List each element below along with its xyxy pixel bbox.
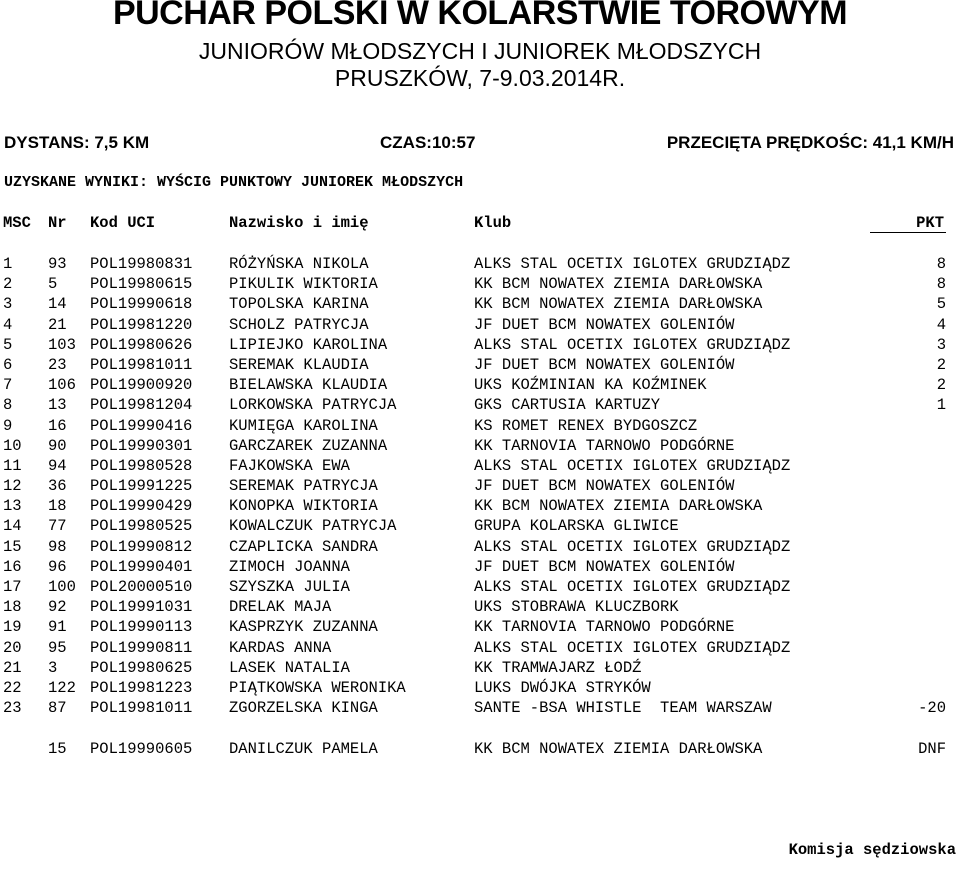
cell-msc: 16 [3,557,22,576]
cell-uci: POL19980528 [90,456,193,475]
cell-msc: 12 [3,477,22,496]
cell-msc: 11 [3,456,22,475]
cell-uci: POL19990401 [90,557,193,576]
results-table [0,255,960,719]
cell-msc: 8 [3,396,13,415]
cell-uci: POL19990301 [90,436,193,455]
cell-nr: 122 [48,678,76,697]
cell-name: KARDAS ANNA [229,638,332,657]
table-row [0,618,960,638]
page-subtitle: JUNIORÓW MŁODSZYCH I JUNIOREK MŁODSZYCH [198,38,762,64]
cell-nr: 21 [48,315,67,334]
cell-nr: 5 [48,275,58,294]
cell-uci: POL19981220 [90,315,193,334]
table-row [0,396,960,416]
cell-msc: 1 [3,255,13,273]
cell-name: TOPOLSKA KARINA [229,295,369,314]
cell-club: UKS STOBRAWA KLUCZBORK [474,598,679,617]
column-header-pkt: PKT [916,214,944,232]
cell-name: ZIMOCH JOANNA [229,557,350,576]
cell-uci: POL19981223 [90,678,193,697]
cell-club: LUKS DWÓJKA STRYKÓW [474,678,651,697]
cell-uci: POL19991225 [90,477,193,496]
cell-club: GRUPA KOLARSKA GLIWICE [474,517,679,536]
judges-signature-label: Komisja sędziowska [788,841,956,859]
cell-uci: POL19900920 [90,376,193,395]
column-header-name: Nazwisko i imię [229,214,369,232]
cell-nr: 3 [48,658,58,677]
table-row [0,659,960,679]
cell-club: ALKS STAL OCETIX IGLOTEX GRUDZIĄDZ [474,255,791,273]
cell-nr: 36 [48,477,67,496]
cell-nr: 98 [48,537,67,556]
cell-msc: 15 [3,537,22,556]
cell-nr: 16 [48,416,67,435]
cell-name: KUMIĘGA KAROLINA [229,416,378,435]
cell-msc: 22 [3,678,22,697]
table-row [0,558,960,578]
cell-uci: POL19991031 [90,598,193,617]
table-row [0,275,960,295]
cell-club: UKS KOŹMINIAN KA KOŹMINEK [474,376,707,395]
cell-club: KK TRAMWAJARZ ŁODŹ [474,658,642,677]
cell-name: PIĄTKOWSKA WERONIKA [229,678,406,697]
cell-nr: 77 [48,517,67,536]
cell-nr: 103 [48,335,76,354]
cell-club: JF DUET BCM NOWATEX GOLENIÓW [474,315,735,334]
table-row [0,538,960,558]
table-row [0,699,960,719]
cell-club: JF DUET BCM NOWATEX GOLENIÓW [474,557,735,576]
cell-name: PIKULIK WIKTORIA [229,275,378,294]
cell-msc: 6 [3,355,13,374]
cell-msc: 20 [3,638,22,657]
cell-club: KK BCM NOWATEX ZIEMIA DARŁOWSKA [474,497,763,516]
cell-name: SEREMAK KLAUDIA [229,355,369,374]
cell-pkt: 5 [936,295,946,314]
cell-name: SZYSZKA JULIA [229,578,350,596]
table-row [0,477,960,497]
cell-pkt: -20 [918,699,946,718]
cell-nr: 15 [48,740,67,758]
cell-name: KONOPKA WIKTORIA [229,497,378,516]
results-title: UZYSKANE WYNIKI: WYŚCIG PUNKTOWY JUNIOREK MŁODSZYCH [4,174,464,191]
cell-pkt: 8 [936,275,946,294]
race-time: CZAS:10:57 [380,133,476,152]
cell-msc: 17 [3,578,22,596]
column-header-msc: MSC [3,214,31,232]
table-row [0,457,960,477]
cell-nr: 13 [48,396,67,415]
column-header-uci: Kod UCI [90,214,156,232]
cell-club: ALKS STAL OCETIX IGLOTEX GRUDZIĄDZ [474,578,791,596]
cell-nr: 18 [48,497,67,516]
cell-name: SEREMAK PATRYCJA [229,477,378,496]
cell-pkt: 4 [936,315,946,334]
cell-name: CZAPLICKA SANDRA [229,537,378,556]
cell-name: ZGORZELSKA KINGA [229,699,378,718]
table-row [0,356,960,376]
page-title: PUCHAR POLSKI W KOLARSTWIE TOROWYM [112,0,848,32]
cell-club: SANTE -BSA WHISTLE TEAM WARSZAW [474,699,772,718]
table-row [0,517,960,537]
cell-msc: 5 [3,335,13,354]
cell-club: ALKS STAL OCETIX IGLOTEX GRUDZIĄDZ [474,456,791,475]
table-row [0,598,960,618]
cell-name: LIPIEJKO KAROLINA [229,335,388,354]
cell-nr: 91 [48,618,67,637]
cell-name: KASPRZYK ZUZANNA [229,618,378,637]
cell-msc: 18 [3,598,22,617]
cell-uci: POL19980525 [90,517,193,536]
cell-nr: 94 [48,456,67,475]
table-row [0,255,960,275]
cell-nr: 93 [48,255,67,273]
cell-msc: 19 [3,618,22,637]
cell-club: KK BCM NOWATEX ZIEMIA DARŁOWSKA [474,295,763,314]
cell-uci: POL19990618 [90,295,193,314]
race-average-speed: PRZECIĘTA PRĘDKOŚC: 41,1 KM/H [666,133,954,152]
table-row [0,679,960,699]
cell-name: GARCZAREK ZUZANNA [229,436,388,455]
cell-pkt: DNF [918,740,946,758]
column-header-club: Klub [474,214,512,232]
cell-nr: 106 [48,376,76,395]
cell-pkt: 8 [936,255,946,273]
pkt-underline [870,232,946,233]
cell-nr: 92 [48,598,67,617]
cell-club: KK TARNOVIA TARNOWO PODGÓRNE [474,436,735,455]
cell-msc: 14 [3,517,22,536]
cell-uci: POL19990605 [90,740,193,758]
cell-nr: 14 [48,295,67,314]
cell-name: KOWALCZUK PATRYCJA [229,517,397,536]
cell-nr: 96 [48,557,67,576]
cell-uci: POL19990113 [90,618,193,637]
cell-pkt: 3 [936,335,946,354]
cell-uci: POL19990812 [90,537,193,556]
cell-name: LASEK NATALIA [229,658,350,677]
cell-uci: POL19990416 [90,416,193,435]
table-row [0,497,960,517]
cell-club: JF DUET BCM NOWATEX GOLENIÓW [474,477,735,496]
cell-msc: 23 [3,699,22,718]
cell-name: RÓŻYŃSKA NIKOLA [229,255,369,273]
cell-msc: 7 [3,376,13,395]
cell-msc: 10 [3,436,22,455]
cell-uci: POL19981011 [90,699,193,718]
table-row [0,295,960,315]
race-distance: DYSTANS: 7,5 KM [4,133,150,152]
cell-msc: 13 [3,497,22,516]
cell-uci: POL19990429 [90,497,193,516]
cell-uci: POL20000510 [90,578,193,596]
table-row [0,376,960,396]
cell-club: ALKS STAL OCETIX IGLOTEX GRUDZIĄDZ [474,638,791,657]
cell-name: DRELAK MAJA [229,598,332,617]
cell-club: ALKS STAL OCETIX IGLOTEX GRUDZIĄDZ [474,335,791,354]
cell-nr: 95 [48,638,67,657]
cell-pkt: 2 [936,355,946,374]
cell-nr: 90 [48,436,67,455]
cell-pkt: 2 [936,376,946,395]
table-row [0,316,960,336]
table-header [0,214,960,234]
column-header-nr: Nr [48,214,67,232]
table-row [0,578,960,598]
cell-club: GKS CARTUSIA KARTUZY [474,396,661,415]
table-row [0,417,960,437]
table-row [0,639,960,659]
cell-uci: POL19980625 [90,658,193,677]
cell-nr: 87 [48,699,67,718]
cell-uci: POL19980615 [90,275,193,294]
cell-name: FAJKOWSKA EWA [229,456,350,475]
cell-msc: 4 [3,315,13,334]
event-place-date: PRUSZKÓW, 7-9.03.2014R. [334,65,626,91]
cell-msc: 21 [3,658,22,677]
cell-club: ALKS STAL OCETIX IGLOTEX GRUDZIĄDZ [474,537,791,556]
cell-club: JF DUET BCM NOWATEX GOLENIÓW [474,355,735,374]
cell-club: KK BCM NOWATEX ZIEMIA DARŁOWSKA [474,275,763,294]
cell-nr: 23 [48,355,67,374]
cell-uci: POL19980831 [90,255,193,273]
cell-name: BIELAWSKA KLAUDIA [229,376,388,395]
table-row [0,336,960,356]
cell-pkt: 1 [936,396,946,415]
cell-uci: POL19981204 [90,396,193,415]
cell-nr: 100 [48,578,76,596]
cell-club: KK BCM NOWATEX ZIEMIA DARŁOWSKA [474,740,763,758]
table-row [0,437,960,457]
cell-msc: 2 [3,275,13,294]
cell-uci: POL19990811 [90,638,193,657]
cell-msc: 3 [3,295,13,314]
dnf-row [0,740,960,760]
cell-msc: 9 [3,416,13,435]
cell-name: DANILCZUK PAMELA [229,740,378,758]
cell-club: KK TARNOVIA TARNOWO PODGÓRNE [474,618,735,637]
cell-name: SCHOLZ PATRYCJA [229,315,369,334]
cell-uci: POL19981011 [90,355,193,374]
cell-uci: POL19980626 [90,335,193,354]
cell-name: LORKOWSKA PATRYCJA [229,396,397,415]
cell-club: KS ROMET RENEX BYDGOSZCZ [474,416,698,435]
